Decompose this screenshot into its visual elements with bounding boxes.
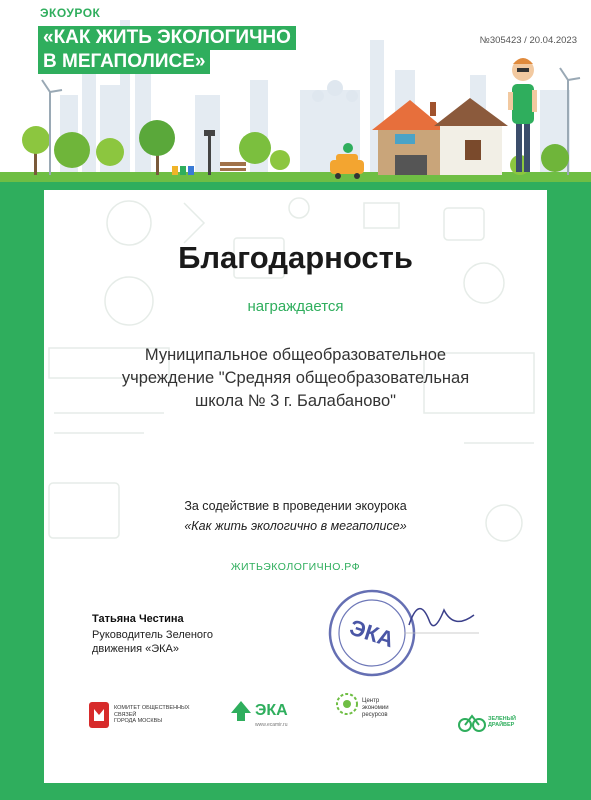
recipient-line: учреждение "Средняя общеобразовательная [121,369,470,387]
bicycle-leaf-icon [458,711,486,733]
leaf-circle-icon [335,692,359,716]
recipient-name [80,344,511,413]
signer-role-line: движения «ЭКА» [92,643,180,655]
reason-line: За содействие в проведении экоурока [184,499,407,513]
tree-icon [230,700,252,722]
moscow-committee-logo [88,695,190,735]
lesson-title-line-1: «КАК ЖИТЬ ЭКОЛОГИЧНО [38,26,296,50]
driver-line: ДРАЙВЕР [488,722,515,728]
award-reason [44,496,547,536]
lesson-label: ЭКОУРОК [40,6,101,20]
awarded-label: награждается [247,298,344,315]
stamp-text: ЭКА [346,614,398,653]
certificate-heading: Благодарность [178,240,413,275]
committee-line: СВЯЗЕЙ [114,711,137,718]
green-driver-logo [458,702,516,742]
lesson-title-line-2: В МЕГАПОЛИСЕ» [38,50,210,74]
resource-center-logo [335,692,389,732]
recipient-line: Муниципальное общеобразовательное [144,346,447,364]
center-line: Центр [362,698,380,704]
signer-role [92,628,242,656]
committee-line: ГОРОДА МОСКВЫ [114,718,163,725]
document-number: №305423 / 20.04.2023 [479,35,577,46]
eka-logo-text: ЭКА [255,702,288,719]
eka-logo [230,700,288,740]
center-line: экономии [362,705,389,711]
center-line: ресурсов [362,712,388,718]
committee-line: КОМИТЕТ ОБЩЕСТВЕННЫХ [114,705,190,712]
eka-site: www.ecamir.ru [255,722,288,728]
bottom-strip [0,783,591,800]
handwritten-signature [409,609,474,626]
driver-line: ЗЕЛЕНЫЙ [488,715,516,722]
reason-line: «Как жить экологично в мегаполисе» [184,519,407,533]
website-link[interactable]: ЖИТЬЭКОЛОГИЧНО.РФ [230,561,361,573]
recipient-line: школа № 3 г. Балабаново" [194,392,397,410]
moscow-emblem-icon [88,701,110,729]
official-stamp [314,585,484,680]
signer-role-line: Руководитель Зеленого [92,629,213,641]
signer-name: Татьяна Честина [92,613,184,625]
header-illustration [0,0,591,190]
